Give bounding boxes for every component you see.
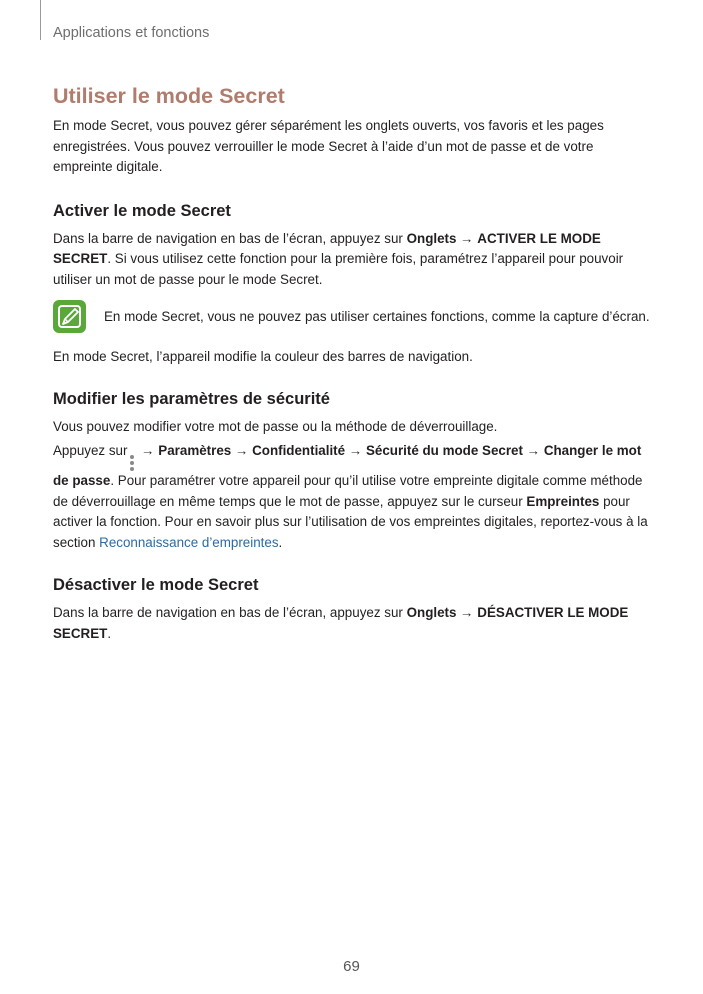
text-span: Dans la barre de navigation en bas de l’écran, appuyez sur bbox=[53, 230, 407, 246]
header-rule bbox=[40, 0, 41, 40]
after-note-paragraph: En mode Secret, l’appareil modifie la couleur des barres de navigation. bbox=[53, 349, 473, 364]
note-text: En mode Secret, vous ne pouvez pas utiliser certaines fonctions, comme la capture d’écran. bbox=[104, 308, 650, 324]
note bbox=[53, 300, 653, 333]
activate-paragraph bbox=[53, 229, 653, 291]
fingerprints-term: Empreintes bbox=[526, 493, 600, 509]
text-span: Dans la barre de navigation en bas de l’écran, appuyez sur bbox=[53, 605, 407, 620]
header-title: Applications et fonctions bbox=[53, 25, 210, 41]
modify-paragraph-1: Vous pouvez modifier votre mot de passe ou la méthode de déverrouillage. bbox=[53, 418, 498, 434]
params-term: Paramètres bbox=[158, 443, 232, 458]
onglets-term: Onglets bbox=[406, 605, 457, 620]
text-span: . bbox=[278, 534, 283, 550]
deactivate-heading: Désactiver le mode Secret bbox=[53, 576, 259, 594]
modify-paragraph-2 bbox=[53, 441, 653, 553]
page-number: 69 bbox=[343, 958, 360, 975]
arrow: → bbox=[231, 443, 253, 458]
arrow: → bbox=[456, 230, 478, 246]
arrow: → bbox=[456, 605, 478, 620]
fingerprint-recognition-link[interactable]: Reconnaissance d’empreintes bbox=[99, 534, 279, 550]
text-span: . Si vous utilisez cette fonction pour la première fois, paramétrez l’appareil pour pouvoir utiliser un mot de passe pour le mode Secret. bbox=[53, 251, 624, 287]
activate-term: ACTIVER LE MODE SECRET bbox=[53, 230, 601, 266]
section-title: Utiliser le mode Secret bbox=[53, 84, 285, 108]
text-span: . bbox=[107, 625, 112, 641]
activate-heading: Activer le mode Secret bbox=[53, 201, 231, 220]
note-pencil-icon bbox=[53, 300, 86, 333]
security-term: Sécurité du mode Secret bbox=[365, 443, 523, 458]
deactivate-term: DÉSACTIVER LE MODE SECRET bbox=[53, 605, 629, 641]
onglets-term: Onglets bbox=[406, 230, 457, 246]
more-options-icon bbox=[130, 455, 134, 471]
text-span: . Pour paramétrer votre appareil pour qu’il utilise votre empreinte digitale comme méthode de déverrouillage en même temps que le mot de passe, appuyez sur le curseur bbox=[53, 473, 643, 509]
modify-heading: Modifier les paramètres de sécurité bbox=[53, 389, 330, 408]
change-password-term: Changer le mot de passe bbox=[53, 443, 642, 488]
confidentiality-term: Confidentialité bbox=[252, 443, 346, 458]
text-span: pour activer la fonction. Pour en savoir plus sur l’utilisation de vos empreintes digitales, reportez-vous à la section bbox=[53, 493, 648, 550]
arrow: → bbox=[522, 443, 544, 458]
deactivate-paragraph bbox=[53, 603, 653, 644]
arrow: → bbox=[137, 443, 159, 458]
page-content bbox=[53, 82, 653, 644]
arrow: → bbox=[345, 443, 366, 458]
text-span: Appuyez sur bbox=[53, 443, 128, 458]
section-intro: En mode Secret, vous pouvez gérer séparément les onglets ouverts, vos favoris et les pages enregistrées. Vous pouvez verrouiller le mode Secret à l’aide d’un mot de passe et de votre empreinte digitale. bbox=[53, 118, 604, 174]
